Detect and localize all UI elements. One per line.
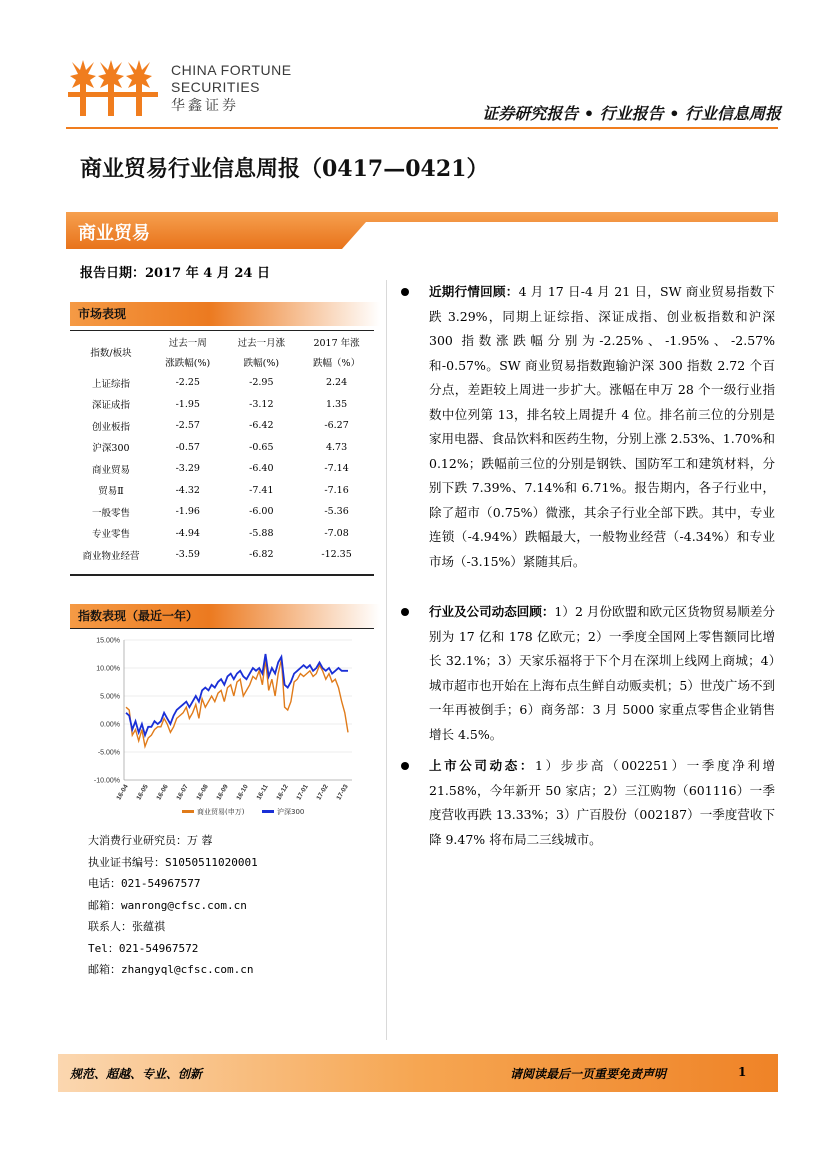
section-label: 行业及公司动态回顾： xyxy=(429,604,555,619)
col-header-index: 指数/板块 xyxy=(90,348,132,359)
table-row: 商业贸易 -3.29 -6.40 -7.14 xyxy=(91,463,349,476)
x-tick-label: 17-02 xyxy=(315,783,330,802)
bullet-icon xyxy=(401,762,409,770)
brand-cn: 华鑫证券 xyxy=(171,97,239,113)
col-header-month: 过去一月涨 xyxy=(237,338,286,349)
page-footer xyxy=(58,1054,778,1092)
x-tick-label: 16-12 xyxy=(275,783,290,802)
header-divider xyxy=(66,127,778,129)
x-tick-label: 17-01 xyxy=(295,783,310,802)
analyst-cert: 执业证书编号：S1050511020001 xyxy=(88,855,258,869)
index-chart xyxy=(82,630,372,820)
x-tick-label: 16-09 xyxy=(215,783,230,802)
col-header-week: 过去一周 xyxy=(168,338,207,349)
y-tick-label: 5.00% xyxy=(100,693,120,701)
table-row: 沪深300 -0.57 -0.65 4.73 xyxy=(92,441,348,455)
x-tick-label: 16-11 xyxy=(255,783,270,802)
contact-email[interactable]: 邮箱：zhangyql@cfsc.com.cn xyxy=(88,963,254,976)
analyst-name: 大消费行业研究员：万 蓉 xyxy=(88,834,213,847)
sector-banner xyxy=(66,212,778,249)
y-tick-label: 10.00% xyxy=(96,665,120,673)
y-tick-label: -5.00% xyxy=(97,749,120,757)
section-company-news xyxy=(405,754,775,852)
index-chart-title: 指数表现（最近一年） xyxy=(70,604,380,628)
market-table xyxy=(70,332,374,566)
brand-name xyxy=(171,62,292,114)
contact-tel: Tel：021-54967572 xyxy=(88,941,199,955)
footer-motto: 规范、超越、专业、创新 xyxy=(70,1067,203,1081)
y-tick-label: 0.00% xyxy=(100,721,120,729)
y-tick-label: -10.00% xyxy=(93,777,120,785)
col-header-ytd: 2017 年涨 xyxy=(313,338,360,349)
contact-name: 联系人：张蕴祺 xyxy=(88,920,165,933)
analyst-info xyxy=(88,830,258,981)
page-number: 1 xyxy=(738,1065,747,1079)
market-performance-title: 市场表现 xyxy=(70,302,380,326)
analyst-email[interactable]: 邮箱：wanrong@cfsc.com.cn xyxy=(88,898,247,912)
section-text: 1）2 月份欧盟和欧元区货物贸易顺差分别为 17 亿和 178 亿欧元；2）一季度全国网上零售额同比增长 32.1%；3）天家乐福将于下个月在深圳上线网上商城；4）城市超市也开始在上海布点生鲜自动贩卖机；5）世茂广场不到一年再被倒手；6）商务部：3 月 5000 家重点零售企业销售增长 4.5%。 xyxy=(429,604,775,742)
legend-label: 商业贸易(申万) xyxy=(197,808,245,816)
section-market-review xyxy=(405,280,775,574)
legend-swatch xyxy=(262,810,274,813)
section-text: 1）步步高（002251）一季度净利增 21.58%，今年新开 50 家店；2）三江购物（601116）一季度营收再跌 13.33%；3）广百股份（002187）一季度营收下降 9.47% 将布局二三线城市。 xyxy=(429,758,775,847)
x-tick-label: 16-08 xyxy=(195,783,210,802)
series-line xyxy=(126,654,348,735)
section-label: 近期行情回顾： xyxy=(429,284,519,299)
bullet-icon xyxy=(401,608,409,616)
sector-label: 商业贸易 xyxy=(78,223,150,244)
x-tick-label: 16-05 xyxy=(135,783,150,802)
table-row: 一般零售 -1.96 -6.00 -5.36 xyxy=(91,506,349,519)
table-row: 创业板指 -2.57 -6.42 -6.27 xyxy=(91,420,349,433)
section-text: 4 月 17 日-4 月 21 日，SW 商业贸易指数下跌 3.29%，同期上证综指、深证成指、创业板指数和沪深 300 指数涨跌幅分别为-2.25%、-1.95%、-2.57%和-0.57%。SW 商业贸易指数跑输沪深 300 指数 2.72 个百分点，差距较上周进一步扩大。涨幅在申万 28 个一级行业指数中位列第 13，排名较上周提升 4 位。排名前三位的分别是家用电器、食品饮料和医药生物，分别上涨 2.53%、1.70%和 0.12%；跌幅前三位的分别是钢铁、国防军工和建筑材料，分别下跌 7.39%、7.14%和 6.71%。报告期内，各子行业中，除了超市（0.75%）微涨，其余子行业全部下跌。其中，专业连锁（-4.94%）跌幅最大，一般物业经营（-4.34%）和专业市场（-3.15%）紧随其后。 xyxy=(429,284,775,569)
table-bottom-rule xyxy=(70,574,374,576)
analyst-phone: 电话：021-54967577 xyxy=(88,877,201,890)
section-label: 上市公司动态： xyxy=(429,758,535,773)
company-logo xyxy=(66,58,162,118)
chart-top-rule xyxy=(70,628,374,629)
report-date: 报告日期：2017 年 4 月 24 日 xyxy=(80,266,270,281)
col-header-week-unit: 涨跌幅(%) xyxy=(165,358,211,369)
table-row: 深证成指 -1.95 -3.12 1.35 xyxy=(91,398,348,412)
x-tick-label: 16-10 xyxy=(235,783,250,802)
x-tick-label: 17-03 xyxy=(335,783,350,802)
x-tick-label: 16-07 xyxy=(175,783,190,802)
footer-disclaimer-notice: 请阅读最后一页重要免责声明 xyxy=(510,1067,667,1081)
section-industry-news xyxy=(405,600,775,747)
legend-label: 沪深300 xyxy=(277,808,305,816)
report-type-tag: 证券研究报告 • 行业报告 • 行业信息周报 xyxy=(482,104,781,123)
x-tick-label: 16-04 xyxy=(115,783,130,802)
page-title: 商业贸易行业信息周报（0417—0421） xyxy=(80,156,489,182)
table-row: 贸易Ⅱ -4.32 -7.41 -7.16 xyxy=(98,484,349,498)
legend-swatch xyxy=(182,810,194,813)
table-row: 专业零售 -4.94 -5.88 -7.08 xyxy=(91,527,349,541)
table-row: 上证综指 -2.25 -2.95 2.24 xyxy=(91,377,348,390)
column-divider xyxy=(386,280,387,1040)
bullet-icon xyxy=(401,288,409,296)
x-tick-label: 16-06 xyxy=(155,783,170,802)
col-header-month-unit: 跌幅(%) xyxy=(243,358,280,369)
y-tick-label: 15.00% xyxy=(96,637,120,645)
brand-en-line2: SECURITIES xyxy=(171,79,261,95)
brand-en-line1: CHINA FORTUNE xyxy=(171,62,292,78)
table-row: 商业物业经营 -3.59 -6.82 -12.35 xyxy=(82,549,352,562)
table-top-rule xyxy=(70,330,374,331)
col-header-ytd-unit: 跌幅（%） xyxy=(313,358,361,369)
